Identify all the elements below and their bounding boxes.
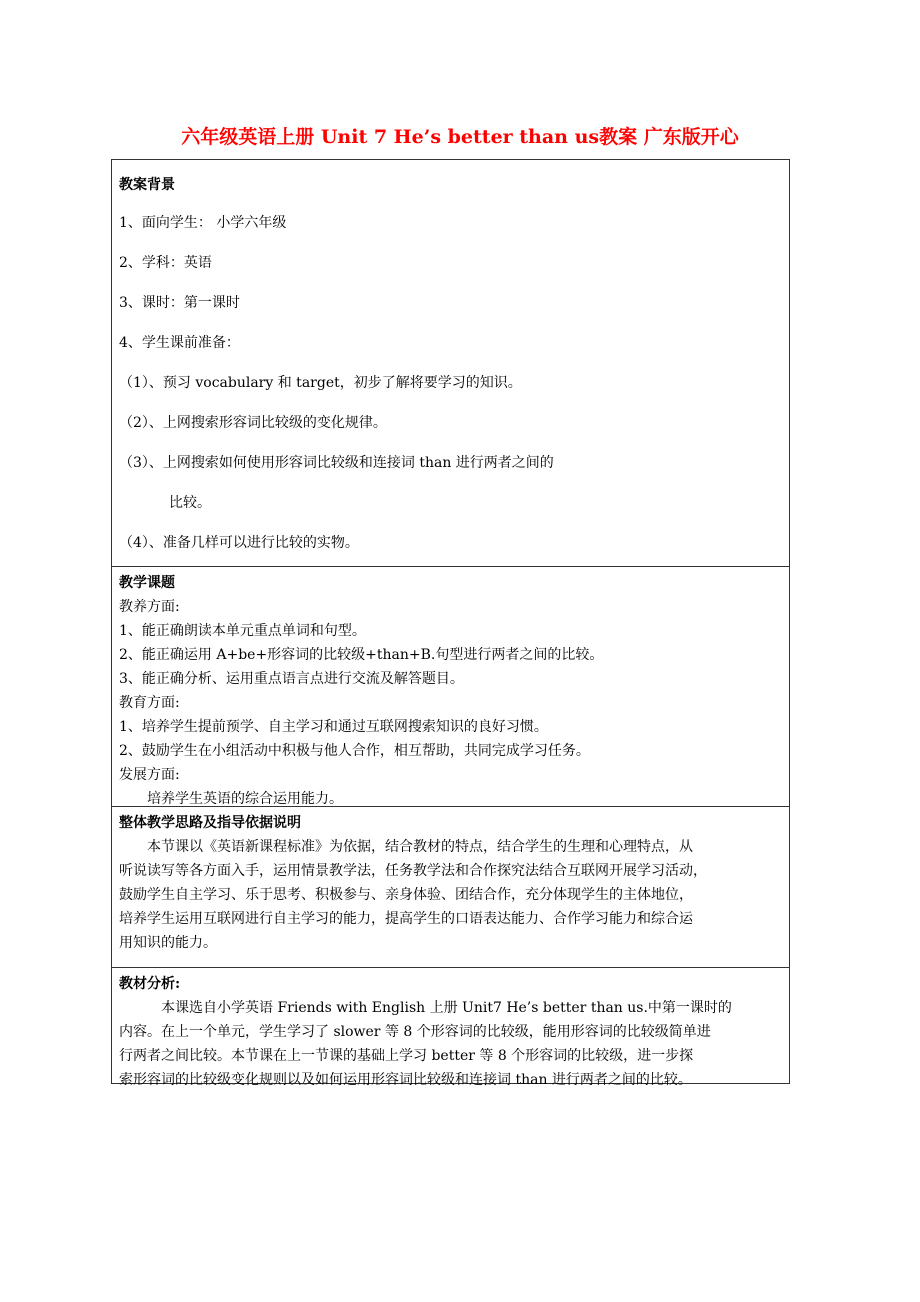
line: 2、鼓励学生在小组活动中积极与他人合作，相互帮助，共同完成学习任务。 — [119, 743, 590, 759]
line: 内容。在上一个单元，学生学习了 slower 等 8 个形容词的比较级，能用形容词的比较级简单进 — [119, 1024, 711, 1040]
line: 发展方面: — [119, 767, 180, 783]
lesson-plan-table — [111, 159, 790, 1088]
line: 用知识的能力。 — [119, 935, 217, 951]
line: 培养学生运用互联网进行自主学习的能力，提高学生的口语表达能力、合作学习能力和综合运 — [119, 911, 693, 927]
section-approach — [112, 806, 789, 967]
line: 行两者之间比较。本节课在上一节课的基础上学习 better 等 8 个形容词的比较级，进一步探 — [119, 1048, 694, 1064]
line: （4）、准备几样可以进行比较的实物。 — [119, 535, 359, 551]
line: 鼓励学生自主学习、乐于思考、积极参与、亲身体验、团结合作，充分体现学生的主体地位， — [119, 887, 693, 903]
line: （3）、上网搜索如何使用形容词比较级和连接词 than 进行两者之间的 — [119, 455, 554, 471]
line: （2）、上网搜索形容词比较级的变化规律。 — [119, 415, 387, 431]
section-heading: 教材分析: — [119, 976, 181, 992]
line: 本节课以《英语新课程标准》为依据，结合教材的特点，结合学生的生理和心理特点，从 — [147, 839, 693, 855]
section-topic — [112, 566, 789, 806]
line: 索形容词的比较级变化规则以及如何运用形容词比较级和连接词 than 进行两者之间的比较。 — [119, 1072, 692, 1088]
line: 听说读写等各方面入手，运用情景教学法，任务教学法和合作探究法结合互联网开展学习活动， — [119, 863, 707, 879]
line: 1、能正确朗读本单元重点单词和句型。 — [119, 623, 366, 639]
section-heading: 整体教学思路及指导依据说明 — [119, 815, 301, 831]
line: 2、学科：英语 — [119, 255, 212, 271]
line: 比较。 — [169, 495, 211, 511]
line: 教育方面: — [119, 695, 180, 711]
document-title: 六年级英语上册 Unit 7 He’s better than us教案 广东版开心 — [181, 126, 739, 148]
section-heading: 教学课题 — [119, 575, 175, 591]
line: （1）、预习 vocabulary 和 target，初步了解将要学习的知识。 — [119, 375, 522, 391]
line: 教养方面: — [119, 599, 180, 615]
line: 3、能正确分析、运用重点语言点进行交流及解答题目。 — [119, 671, 464, 687]
section-heading: 教案背景 — [119, 177, 175, 193]
line: 1、培养学生提前预学、自主学习和通过互联网搜索知识的良好习惯。 — [119, 719, 548, 735]
line: 2、能正确运用 A+be+形容词的比较级+than+B.句型进行两者之间的比较。 — [119, 647, 604, 663]
section-material-analysis — [112, 967, 789, 1088]
section-background — [112, 160, 789, 566]
line: 培养学生英语的综合运用能力。 — [147, 791, 343, 807]
line: 本课选自小学英语 Friends with English 上册 Unit7 He’s better than us.中第一课时的 — [161, 1000, 732, 1016]
line: 4、学生课前准备： — [119, 335, 240, 351]
line: 1、面向学生： 小学六年级 — [119, 215, 287, 231]
line: 3、课时：第一课时 — [119, 295, 240, 311]
